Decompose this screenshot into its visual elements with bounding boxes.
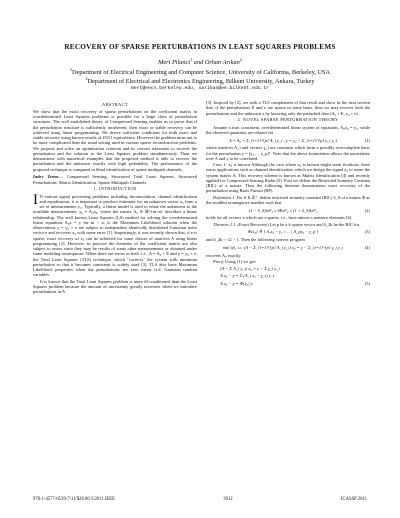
affiliation-2-mark: 2 [85,76,88,81]
author-connector: and [192,59,205,67]
right-column [206,100,370,288]
equation-1-number: (1) [364,137,370,143]
equation-4-body: min ‖y‖₁ s.t. (A − Σ_{i=1}^{p} A_i y_i) x₀ = y − Σ_{i=1}^{p} γ_i y_i [222,244,344,250]
right-paragraph-3: where matrices A_i and vectors γ_i are constants which form a possibly overcomplete basis for the perturbation y = [y₁ … y_p]ᵀ. Note that the above formulation allows the uncertainty over A and y to be correlated. [206,145,370,161]
left-column [33,100,197,295]
equation-5-number: (5) [364,280,370,286]
definition-1-text: . For S ∈ ℤ⁺, define restricted isometry constant (RIC) δ_S of a matrix Φ as the smallest nonnegative number such that [206,194,370,205]
author-2-affil-mark: 2 [239,57,242,62]
equation-5-line-3: A x₀ − y = Φ(x₀) y [220,280,253,286]
equation-2 [206,208,370,213]
footer-isbn: 978-1-4577-0539-7/11/$26.00 ©2011 IEEE [33,497,115,502]
author-1: Mert Pilanci [158,59,191,67]
equation-5-line-1: (A − Σ A_i y_i) x₀ = y − Σ γ_i y_i [220,266,280,271]
case-1-paragraph [206,162,370,194]
index-terms [33,174,197,185]
case-1-label: Case 1: [213,162,227,167]
index-terms-label: Index Terms [33,174,59,180]
theorem-2-1-label: Theorem 2.1 [213,221,236,227]
equation-3-number: (3) [364,229,370,235]
section-2-heading: 2. NOVEL SPARSE PERTURBATION THEORY [237,117,339,123]
right-paragraph-6: recovers A₀ exactly. [206,252,242,258]
affiliation-1-text: Department of Electrical Engineering and Computer Science, University of California, Berkeley, USA [72,69,331,77]
author-1-affil-mark: 1 [190,57,193,62]
author-line [0,57,400,66]
affiliation-2-text: Department of Electrical and Electronics Engineering, Bilkent University, Ankara, Turkey [87,78,315,86]
footer-page-number: 3912 [223,497,233,502]
abstract-heading: ABSTRACT [102,101,128,107]
footer-conference: ICASSP 2011 [340,497,367,502]
equation-1-body: A = A₀ + Σ_{i=1}^{p} A_i y_i , y = y₀ + Σ_{i=1}^{p} γ_i y_i [228,137,338,143]
proof-label: Proof [213,258,223,264]
introduction-paragraph-1-text: N various signal processing problems including deconvolution, channel identification and equalization, it is important to produce estimates for an unknown vector x₀ from a set of measurements y₀. Typically, a linear model is used to relate the unknowns to the available measurements: y₀ = A₀x₀, where the matrix A₀ ∈ ℝ^{m×n} describes a linear relationship. The well known Least Squares (LS) method for solving the overdetermined linear equations A₀x = y for m > n, is the Maximum Likelihood solution when the observations y = y₀ + e are subject to independent identically distributed Gaussian noise vector e and recovers x₀ with some error [1]. Surprisingly, it was recently shown that, if e is sparse, exact recovery of x₀ can be achieved for some classes of matrices A using linear programming [2]. However, in practice the elements of the coefficient matrix are also subject to errors since they may be results of some other measurements or obtained under some modeling assumptions. When there are errors in both, i.e., A = A₀ + E and y = y₀ + e, the Total Least Squares (TLS) technique, which "corrects" the system with minimum perturbation so that it becomes consistent is widely used [3]. TLS also have Maximum Likelihood properties when the perturbations are zero mean i.i.d. Gaussian random variables. [33,193,197,278]
introduction-dropcap: I [33,192,38,208]
equation-5-line-2: A x₀ − y = Σ (A_i x₀ − γ_i) y_i [220,273,275,279]
author-emails: mert@eecs.berkeley.edu, oarikan@ee.bilkent.edu.tr [131,86,269,91]
introduction-paragraph-2: It is known that the Total Least Squares problem is more ill-conditioned than the Least Squares problem because the amount of uncertainty greatly increases when we introduce perturbations in A [33,278,197,294]
right-paragraph-1: [3]. Inspired by [2], we seek a TLS complement of that result and show in the next section that, if the perturbations E and e are sparse in some basis, then we may recover both the perturbations and the unknown x by knowing only the perturbed data (A₀ + E, y₀ + e). [206,100,370,116]
theorem-2-1-text: . (Exact Recovery) Let p be a k sparse vector and δ_2k be the RIC for, [235,221,361,227]
page-footer [33,497,367,502]
right-paragraph-5: and δ_2k < √2 − 1. Then the following convex program [206,237,305,242]
right-paragraph-4: holds for all vectors x which are s-sparse, i.e., have atmost s nonzero elements [6]. [206,215,353,221]
equation-4 [206,245,370,250]
equation-3-body: Φ(x₀) ≜ [ A₁x₀ − γ₁ | … | A_px₀ − γ_p ] [247,229,319,235]
equation-2-body: (1 − δ_S)‖x‖²₂ ≤ ‖Φx‖²₂ ≤ (1 + δ_S)‖x‖²₂ [248,207,318,213]
introduction-heading: 1. INTRODUCTION [93,186,137,192]
equation-3 [206,229,370,234]
equation-5-line-3-row [220,281,370,286]
definition-1-label: Definition 1 [213,194,235,200]
theorem-2-1 [206,222,370,227]
introduction-paragraph-1 [33,194,197,278]
equation-4-number: (4) [364,244,370,250]
affiliation-1-mark: 1 [69,67,73,72]
case-1-text: x₀ is known Although the case where x₀ is known might seem fictitious, there exists applications such as channel identification, which we design the signal x₀ to sense the system matrix A. This recovery scheme is known as Matrix Identification [4] and recently applied for Compressed Sensing Radar [5]. First we define the Restricted Isometry Constant (RIC) of a matrix. Then the following theorem demonstrates exact recovery of the perturbation using Basis Pursuit (BP). [206,162,370,194]
equation-2-number: (2) [364,207,370,213]
affiliation-1 [0,67,400,76]
affiliation-2 [0,76,400,85]
equation-5-array [220,266,370,286]
proof-paragraph [206,259,370,264]
right-paragraph-2: Assume a true, consistent, overdetermined linear system of equations, A₀x₀ = y₀, while the observed quantities are related via [206,124,370,135]
author-2: Orhan Arıkan [204,59,240,67]
definition-1 [206,195,370,206]
abstract-text: We show that the exact recovery of sparse perturbations on the coefficient matrix in overdetermined Least Squares problems is possible for a large class of perturbation structures. The well established theory of Compressed Sensing enables us to prove that if the perturbation structure is sufficiently incoherent, then exact or stable recovery can be achieved using linear programming. We derive sufficient conditions for both exact and stable recovery using known results of ℓ0/ℓ1 equivalence. However the problem turns out to be more complicated than the usual setting used in various sparse reconstruction problems. We propose and solve an optimization criterion and its convex relaxation to recover the perturbation and the solution to the Least Squares problem simultaneously. Then we demonstrate with numerical examples that the proposed method is able to recover the perturbation and the unknown exactly with high probability. The performance of the proposed technique is compared in blind identification of sparse multipath channels. [33,108,197,172]
proof-text: . Using (1) we get: [222,258,257,264]
equation-1 [206,138,370,143]
paper-title: RECOVERY OF SPARSE PERTURBATIONS IN LEAST SQUARES PROBLEMS [64,43,336,51]
index-terms-text: — Compressed Sensing, Structured Total Least Squares, Structured Perturbations, Matrix Identification, Sparse Multipath Channels [33,174,197,185]
